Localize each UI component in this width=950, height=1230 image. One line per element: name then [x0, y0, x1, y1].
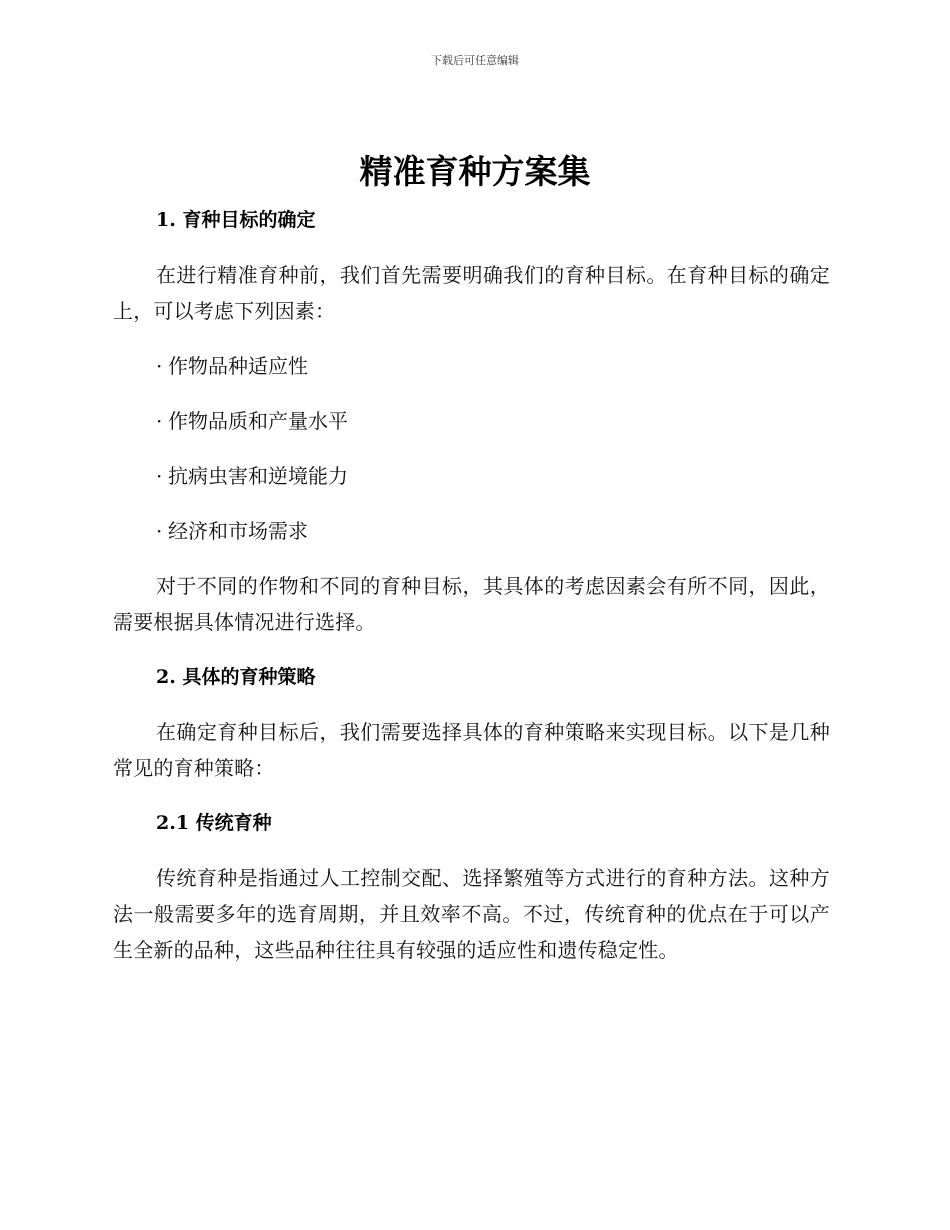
- section-2-1-body: 传统育种是指通过人工控制交配、选择繁殖等方式进行的育种方法。这种方法一般需要多年的选育周期，并且效率不高。不过，传统育种的优点在于可以产生全新的品种，这些品种往往具有较强的适应性和遗传稳定性。: [113, 866, 830, 962]
- section-2-1-heading: 2.1 传统育种: [156, 812, 272, 834]
- bullet-dot-icon: ·: [156, 519, 163, 543]
- bullet-dot-icon: ·: [156, 409, 163, 433]
- bullet-dot-icon: ·: [156, 354, 163, 378]
- bullet-text: 经济和市场需求: [168, 519, 308, 543]
- section-1-heading: 1. 育种目标的确定: [156, 209, 316, 231]
- section-2-heading: 2. 具体的育种策略: [156, 666, 316, 688]
- document-body: [113, 202, 830, 987]
- bullet-item: [156, 348, 830, 384]
- bullet-text: 作物品种适应性: [168, 354, 308, 378]
- bullet-text: 抗病虫害和逆境能力: [168, 464, 348, 488]
- bullet-dot-icon: ·: [156, 464, 163, 488]
- document-title: 精准育种方案集: [359, 152, 591, 191]
- page-header-note: 下载后可任意编辑: [431, 54, 519, 67]
- section-2-intro: 在确定育种目标后，我们需要选择具体的育种策略来实现目标。以下是几种常见的育种策略：: [113, 720, 830, 780]
- bullet-item: [156, 403, 830, 439]
- section-1-intro: 在进行精准育种前，我们首先需要明确我们的育种目标。在育种目标的确定上，可以考虑下列因素：: [113, 263, 830, 323]
- bullet-text: 作物品质和产量水平: [168, 409, 348, 433]
- bullet-item: [156, 513, 830, 549]
- section-1-outro: 对于不同的作物和不同的育种目标，其具体的考虑因素会有所不同，因此，需要根据具体情况进行选择。: [113, 574, 830, 634]
- bullet-item: [156, 458, 830, 494]
